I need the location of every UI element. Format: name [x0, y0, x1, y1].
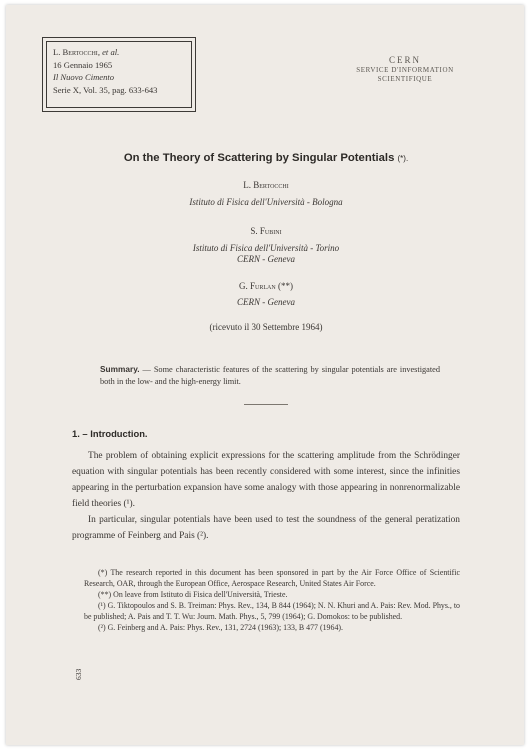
section-heading: 1. – Introduction. — [72, 428, 148, 439]
author-affiliation: Istituto di Fisica dell'Università - Torino — [192, 243, 340, 253]
citation-date: 16 Gennaio 1965 — [53, 59, 113, 70]
paragraph: In particular, singular potentials have been used to test the soundness of the general peratization programme of Feinberg and Pais (²). — [72, 514, 460, 541]
author-name: G. Furlan (**) — [239, 281, 293, 291]
author-name: S. Fubini — [250, 226, 282, 236]
author-name: L. Bertocchi — [243, 180, 289, 190]
author-affiliation: CERN - Geneva — [237, 297, 295, 307]
footnote: (²) G. Feinberg and A. Pais: Phys. Rev., 131, 2724 (1963); 133, B 477 (1964). — [98, 623, 343, 632]
summary-text: — Some characteristic features of the scattering by singular potentials are investigated both in the low- and the high-energy limit. — [100, 365, 440, 386]
author-affiliation: Istituto di Fisica dell'Università - Bologna — [189, 197, 343, 207]
author-affiliation: CERN - Geneva — [237, 254, 295, 264]
paragraph: The problem of obtaining explicit expressions for the scattering amplitude from the Schrödinger equation with singular potentials has been recently considered with some interest, since the infinities appearing in the perturbation expansion have some analogy with those appearing in nonrenormalizable field theories (¹). — [72, 451, 460, 509]
stamp-service: SERVICE D'INFORMATION — [356, 66, 454, 74]
received-date: (ricevuto il 30 Settembre 1964) — [209, 322, 323, 332]
cern-stamp — [330, 55, 480, 83]
summary-label: Summary. — [100, 364, 140, 374]
footnote: (**) On leave from Istituto di Fisica dell'Università, Trieste. — [98, 590, 288, 599]
page-number: 633 — [74, 668, 83, 680]
summary — [100, 364, 440, 387]
paper-title: On the Theory of Scattering by Singular Potentials (*). — [123, 152, 409, 164]
divider — [244, 404, 288, 405]
citation-series: Serie X, Vol. 35, pag. 633-643 — [53, 84, 158, 95]
footnote: (¹) G. Tiktopoulos and S. B. Treiman: Phys. Rev., 134, B 844 (1964); N. N. Khuri and A. Pais: Rev. Mod. Phys., to be published; A. Pais and T. T. Wu: Journ. Math. Phys., 5, 799 (1964); G. Domokos: to be published. — [84, 601, 460, 621]
footnote: (*) The research reported in this document has been sponsored in part by the Air Force Office of Scientific Research, OAR, through the European Office, Aerospace Research, United States Air Force. — [84, 568, 460, 588]
citation-journal: Il Nuovo Cimento — [53, 72, 115, 83]
footnotes — [84, 567, 460, 633]
section-body — [72, 449, 460, 544]
citation-box — [42, 37, 196, 112]
stamp-cern: CERN — [388, 55, 421, 65]
citation-authors: L. Bertocchi, et al. — [53, 47, 120, 57]
stamp-scientifique: SCIENTIFIQUE — [377, 74, 433, 83]
title-footnote-mark: (*). — [397, 154, 409, 163]
